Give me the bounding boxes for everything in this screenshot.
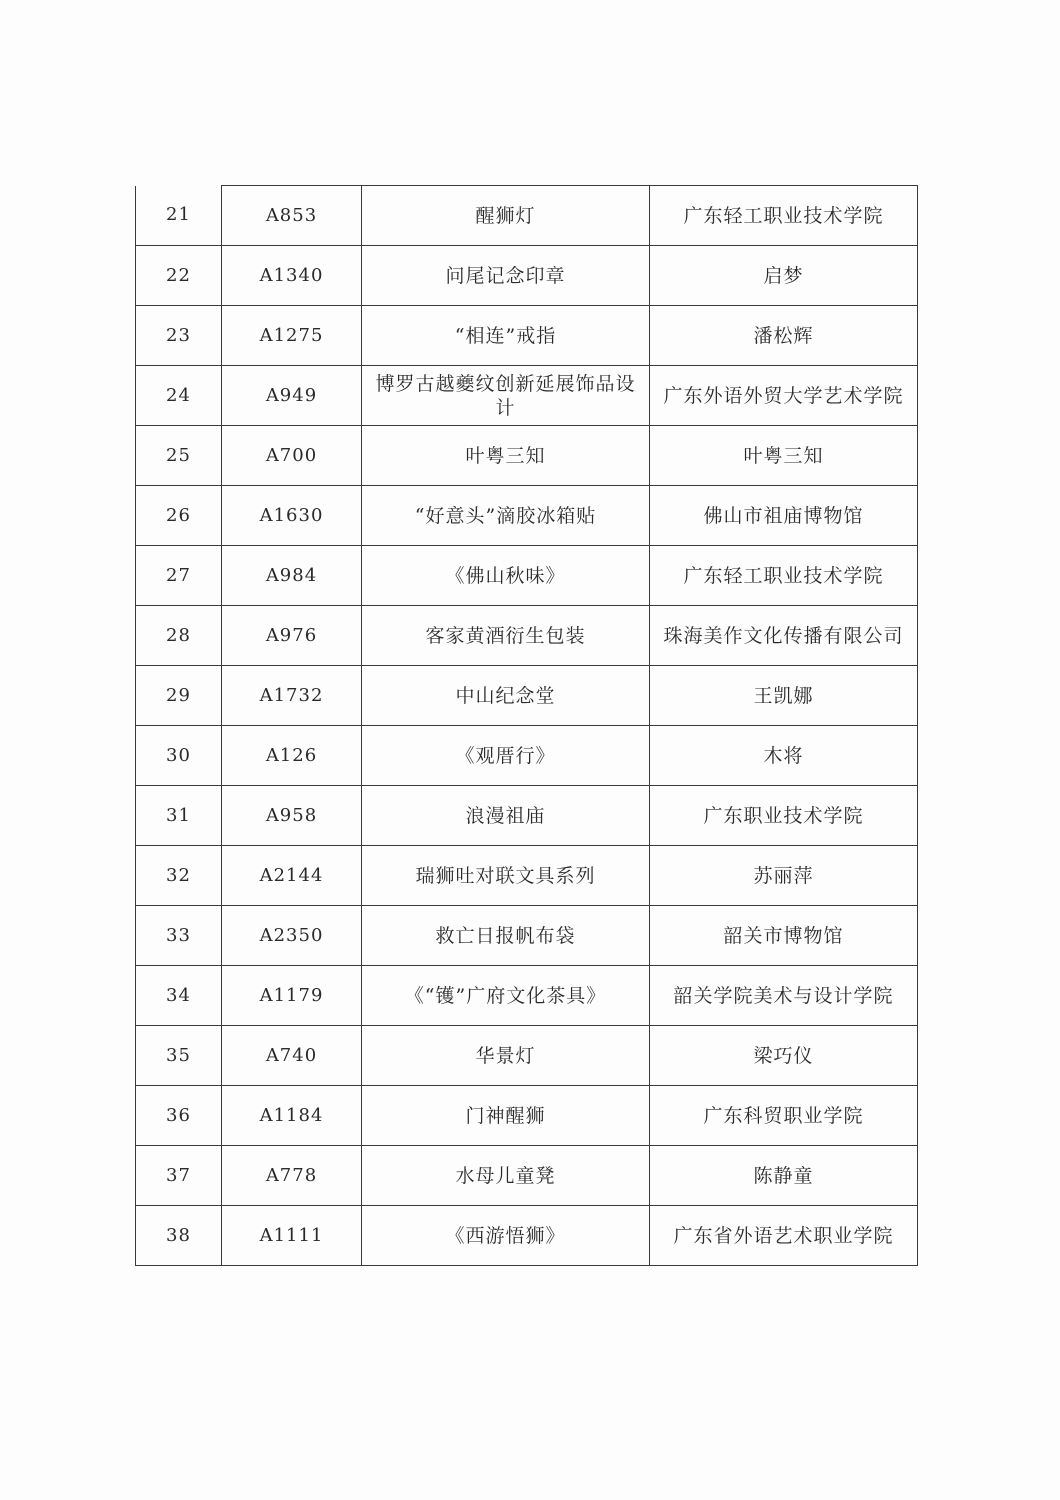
organization-cell: 苏丽萍 [650, 846, 918, 906]
entry-code-cell: A1630 [222, 486, 362, 546]
work-title-cell: 华景灯 [362, 1026, 650, 1086]
row-number-cell: 38 [136, 1206, 222, 1266]
work-title-cell: “好意头”滴胶冰箱贴 [362, 486, 650, 546]
table-row [136, 1146, 918, 1206]
work-title-cell: 《观厝行》 [362, 726, 650, 786]
work-title-cell: 水母儿童凳 [362, 1146, 650, 1206]
table-row [136, 1026, 918, 1086]
row-number-cell: 29 [136, 666, 222, 726]
row-number-cell: 26 [136, 486, 222, 546]
organization-cell: 广东职业技术学院 [650, 786, 918, 846]
organization-cell: 韶关学院美术与设计学院 [650, 966, 918, 1026]
organization-cell: 王凯娜 [650, 666, 918, 726]
work-title-cell: 《佛山秋味》 [362, 546, 650, 606]
entry-code-cell: A984 [222, 546, 362, 606]
table-row [136, 1086, 918, 1146]
work-title-cell: 门神醒狮 [362, 1086, 650, 1146]
organization-cell: 陈静童 [650, 1146, 918, 1206]
work-title-cell: 浪漫祖庙 [362, 786, 650, 846]
entry-code-cell: A1340 [222, 246, 362, 306]
table-row [136, 606, 918, 666]
organization-cell: 叶粤三知 [650, 426, 918, 486]
entry-code-cell: A1184 [222, 1086, 362, 1146]
row-number-cell: 32 [136, 846, 222, 906]
row-number-cell: 23 [136, 306, 222, 366]
entry-code-cell: A778 [222, 1146, 362, 1206]
work-title-cell: 叶粤三知 [362, 426, 650, 486]
awards-table [135, 185, 918, 1266]
organization-cell: 潘松辉 [650, 306, 918, 366]
row-number-cell: 24 [136, 366, 222, 426]
entry-code-cell: A740 [222, 1026, 362, 1086]
entry-code-cell: A2350 [222, 906, 362, 966]
organization-cell: 广东省外语艺术职业学院 [650, 1206, 918, 1266]
organization-cell: 佛山市祖庙博物馆 [650, 486, 918, 546]
entry-code-cell: A700 [222, 426, 362, 486]
work-title-cell: 中山纪念堂 [362, 666, 650, 726]
entry-code-cell: A949 [222, 366, 362, 426]
entry-code-cell: A958 [222, 786, 362, 846]
organization-cell: 广东科贸职业学院 [650, 1086, 918, 1146]
row-number-cell: 33 [136, 906, 222, 966]
row-number-cell: 25 [136, 426, 222, 486]
table-row [136, 1206, 918, 1266]
row-number-cell: 28 [136, 606, 222, 666]
organization-cell: 珠海美作文化传播有限公司 [650, 606, 918, 666]
organization-cell: 梁巧仪 [650, 1026, 918, 1086]
work-title-cell: 醒狮灯 [362, 186, 650, 246]
table-row [136, 906, 918, 966]
row-number-cell: 34 [136, 966, 222, 1026]
organization-cell: 木将 [650, 726, 918, 786]
table-row [136, 726, 918, 786]
table-row [136, 546, 918, 606]
entry-code-cell: A126 [222, 726, 362, 786]
organization-cell: 启梦 [650, 246, 918, 306]
entry-code-cell: A853 [222, 186, 362, 246]
entry-code-cell: A2144 [222, 846, 362, 906]
organization-cell: 广东外语外贸大学艺术学院 [650, 366, 918, 426]
awards-table-body [136, 186, 918, 1266]
entry-code-cell: A1275 [222, 306, 362, 366]
organization-cell: 广东轻工职业技术学院 [650, 186, 918, 246]
work-title-cell: 问尾记念印章 [362, 246, 650, 306]
organization-cell: 广东轻工职业技术学院 [650, 546, 918, 606]
work-title-cell: 救亡日报帆布袋 [362, 906, 650, 966]
row-number-cell: 31 [136, 786, 222, 846]
work-title-cell: 客家黄酒衍生包装 [362, 606, 650, 666]
table-row [136, 966, 918, 1026]
table-row [136, 306, 918, 366]
work-title-cell: 博罗古越夔纹创新延展饰品设计 [362, 366, 650, 426]
table-row [136, 786, 918, 846]
entry-code-cell: A1179 [222, 966, 362, 1026]
row-number-cell: 36 [136, 1086, 222, 1146]
row-number-cell: 27 [136, 546, 222, 606]
row-number-cell: 37 [136, 1146, 222, 1206]
entry-code-cell: A976 [222, 606, 362, 666]
table-row [136, 846, 918, 906]
table-row [136, 366, 918, 426]
row-number-cell: 30 [136, 726, 222, 786]
table-row [136, 486, 918, 546]
work-title-cell: 《“镬”广府文化茶具》 [362, 966, 650, 1026]
table-row [136, 426, 918, 486]
row-number-cell: 21 [136, 186, 222, 246]
table-row [136, 666, 918, 726]
entry-code-cell: A1111 [222, 1206, 362, 1266]
table-row [136, 186, 918, 246]
row-number-cell: 22 [136, 246, 222, 306]
work-title-cell: “相连”戒指 [362, 306, 650, 366]
row-number-cell: 35 [136, 1026, 222, 1086]
work-title-cell: 瑞狮吐对联文具系列 [362, 846, 650, 906]
table-row [136, 246, 918, 306]
work-title-cell: 《西游悟狮》 [362, 1206, 650, 1266]
organization-cell: 韶关市博物馆 [650, 906, 918, 966]
entry-code-cell: A1732 [222, 666, 362, 726]
